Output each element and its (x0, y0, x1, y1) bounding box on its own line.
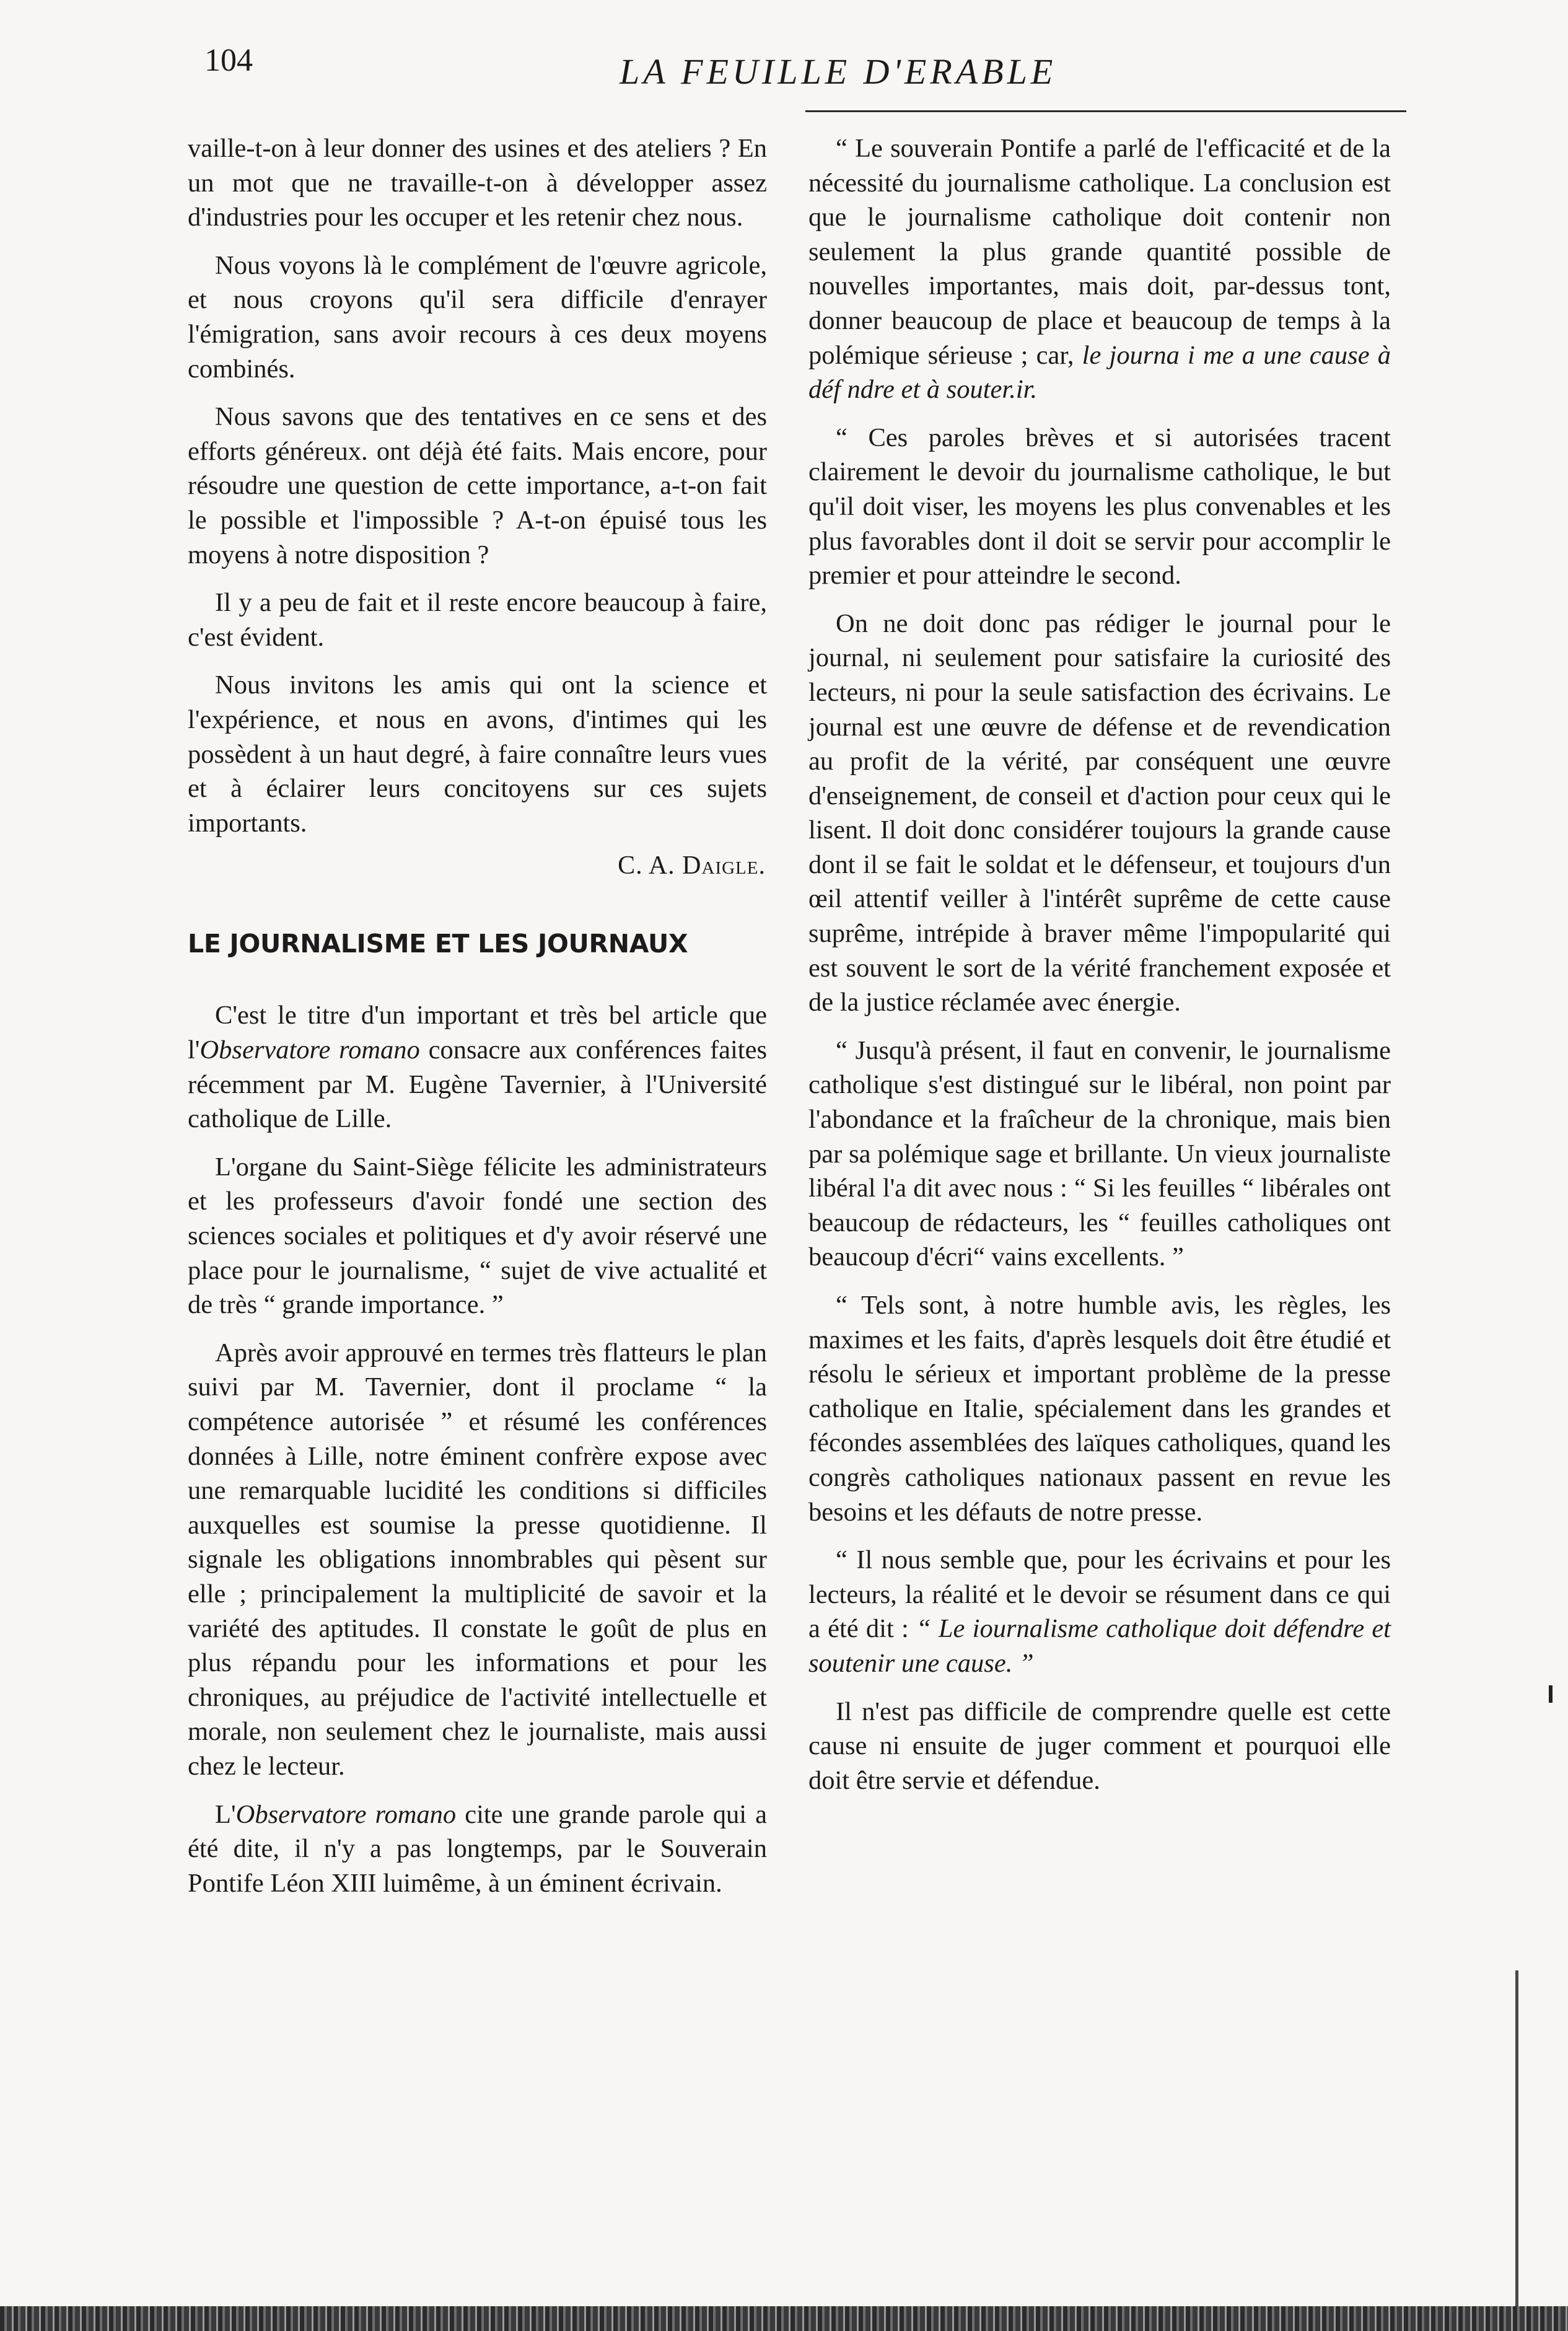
publication-title: Observatore romano (199, 1035, 420, 1065)
paragraph: Il y a peu de fait et il reste encore beaucoup à faire, c'est évident. (188, 588, 767, 652)
paragraph: Nous voyons là le complément de l'œuvre agricole, et nous croyons qu'il sera difficile d'enrayer l'émigration, sans avoir recours à ces deux moyens combinés. (188, 250, 767, 384)
italic-quote: “ Le iournalisme catholique doit défendre et soutenir une cause. ” (808, 1614, 1391, 1678)
right-column (808, 131, 1391, 1811)
text-run: cite une grande parole qui a été dite, il n'y a pas longtemps, par le Souverain Pontife Léon XIII luimême, à un éminent écrivain. (188, 1799, 767, 1898)
author-signature (188, 849, 767, 884)
paragraph: Nous invitons les amis qui ont la science et l'expérience, et nous en avons, d'intimes qui les possèdent à un haut degré, à faire connaître leurs vues et à éclairer leurs concitoyens sur ces sujets importants. (188, 670, 767, 838)
paragraph: vaille-t-on à leur donner des usines et des ateliers ? En un mot que ne travaille-t-on à développer assez d'industries pour les occuper et les retenir chez nous. (188, 134, 767, 232)
paragraph: Nous savons que des tentatives en ce sens et des efforts généreux. ont déjà été faits. Mais encore, pour résoudre une question de cette importance, a-t-on fait le possible et l'impossible ? A-t-on épuisé tous les moyens à notre disposition ? (188, 402, 767, 569)
paragraph (808, 131, 1391, 407)
paragraph: Après avoir approuvé en termes très flatteurs le plan suivi par M. Tavernier, dont il proclame “ la compétence autorisée ” et résumé les conférences données à Lille, notre éminent confrère expose avec une remarquable lucidité les conditions si difficiles auxquelles est soumise la presse quotidienne. Il signale les obligations innombrables qui pèsent sur elle ; principalement la multiplicité de savoir et la variété des aptitudes. Il constate le goût de plus en plus répandu pour les informations et pour les chroniques, au préjudice de l'activité intellectuelle et morale, non seulement chez le journaliste, mais aussi chez le lecteur. (188, 1338, 767, 1781)
italic-quote: le journa i me a une cause à déf ndre et à souter.ir. (808, 340, 1391, 405)
paragraph: “ Jusqu'à présent, il faut en convenir, le journalisme catholique s'est distingué sur le libéral, non point par l'abondance et la fraîcheur de la chronique, mais bien par sa polémique sage et brillante. Un vieux journaliste libéral l'a dit avec nous : “ Si les feuilles “ libérales ont beaucoup de rédacteurs, les “ feuilles catholiques ont beaucoup d'écri“ vains excellents. ” (808, 1035, 1391, 1272)
publication-title: Observatore romano (235, 1799, 457, 1829)
paragraph: On ne doit donc pas rédiger le journal pour le journal, ni seulement pour satisfaire la curiosité des lecteurs, ni pour la seule satisfaction des écrivains. Le journal est une œuvre de défense et de revendication au profit de la vérité, par conséquent une œuvre d'enseignement, de conseil et d'action pour ceux qui le lisent. Il doit donc considérer toujours la grande cause dont il se fait le soldat et le défenseur, et toujours d'un œil attentif veiller à l'intérêt suprême de cette cause suprême, intrépide à braver même l'impopularité qui est souvent le sort de la vérité franchement exposée et de la justice réclamée avec énergie. (808, 608, 1391, 1017)
scan-edge-mark (1515, 1970, 1518, 2317)
paragraph (808, 1543, 1391, 1680)
text-run: “ Le souverain Pontife a parlé de l'efficacité et de la nécessité du journalisme catholique. La conclusion est que le journalisme catholique doit contenir non seulement la plus grande quantité possible de nouvelles importantes, mais doit, par-dessus tont, donner beaucoup de place et beaucoup de temps à la polémique sérieuse ; car, (808, 134, 1391, 370)
section-heading: LE JOURNALISME ET LES JOURNAUX (188, 928, 688, 959)
paragraph: “ Tels sont, à notre humble avis, les règles, les maximes et les faits, d'après lesquels doit être étudié et résolu le sérieux et important problème de la presse catholique en Italie, spécialement dans les grandes et fécondes assemblées des laïques catholiques, quand les congrès catholiques nationaux passent en revue les besoins et les défauts de notre presse. (808, 1291, 1391, 1527)
scan-edge-mark (1549, 1685, 1553, 1703)
text-run: C'est le titre d'un important et très bel article que l' (188, 1001, 767, 1065)
left-column (188, 131, 767, 1914)
text-run: consacre aux conférences faites récemment par M. Eugène Tavernier, à l'Université catholique de Lille. (188, 1035, 767, 1134)
paragraph (188, 998, 767, 1136)
signature-surname: aigle. (701, 851, 766, 880)
text-run: L' (215, 1799, 236, 1829)
paragraph: “ Ces paroles brèves et si autorisées tracent clairement le devoir du journalisme catholique, le but qu'il doit viser, les moyens les plus convenables et les plus favorables dont il doit se servir pour accomplir le premier et pour atteindre le second. (808, 423, 1391, 590)
scan-bottom-edge (0, 2306, 1568, 2331)
text-run: “ Il nous semble que, pour les écrivains et pour les lecteurs, la réalité et le devoir se résument dans ce qui a été dit : (808, 1545, 1391, 1644)
running-head: LA FEUILLE D'ERABLE (620, 51, 1057, 92)
paragraph (188, 1798, 767, 1901)
paragraph: Il n'est pas difficile de comprendre quelle est cette cause ni ensuite de juger comment et pourquoi elle doit être servie et défendue. (808, 1697, 1391, 1795)
signature-initials: C. A. D (618, 851, 702, 880)
page-number: 104 (204, 43, 253, 78)
paragraph: L'organe du Saint-Siège félicite les administrateurs et les professeurs d'avoir fondé une section des sciences sociales et politiques et d'y avoir réservé une place pour le journalisme, “ sujet de vive actualité et de très “ grande importance. ” (188, 1152, 767, 1320)
header-rule (805, 110, 1406, 112)
